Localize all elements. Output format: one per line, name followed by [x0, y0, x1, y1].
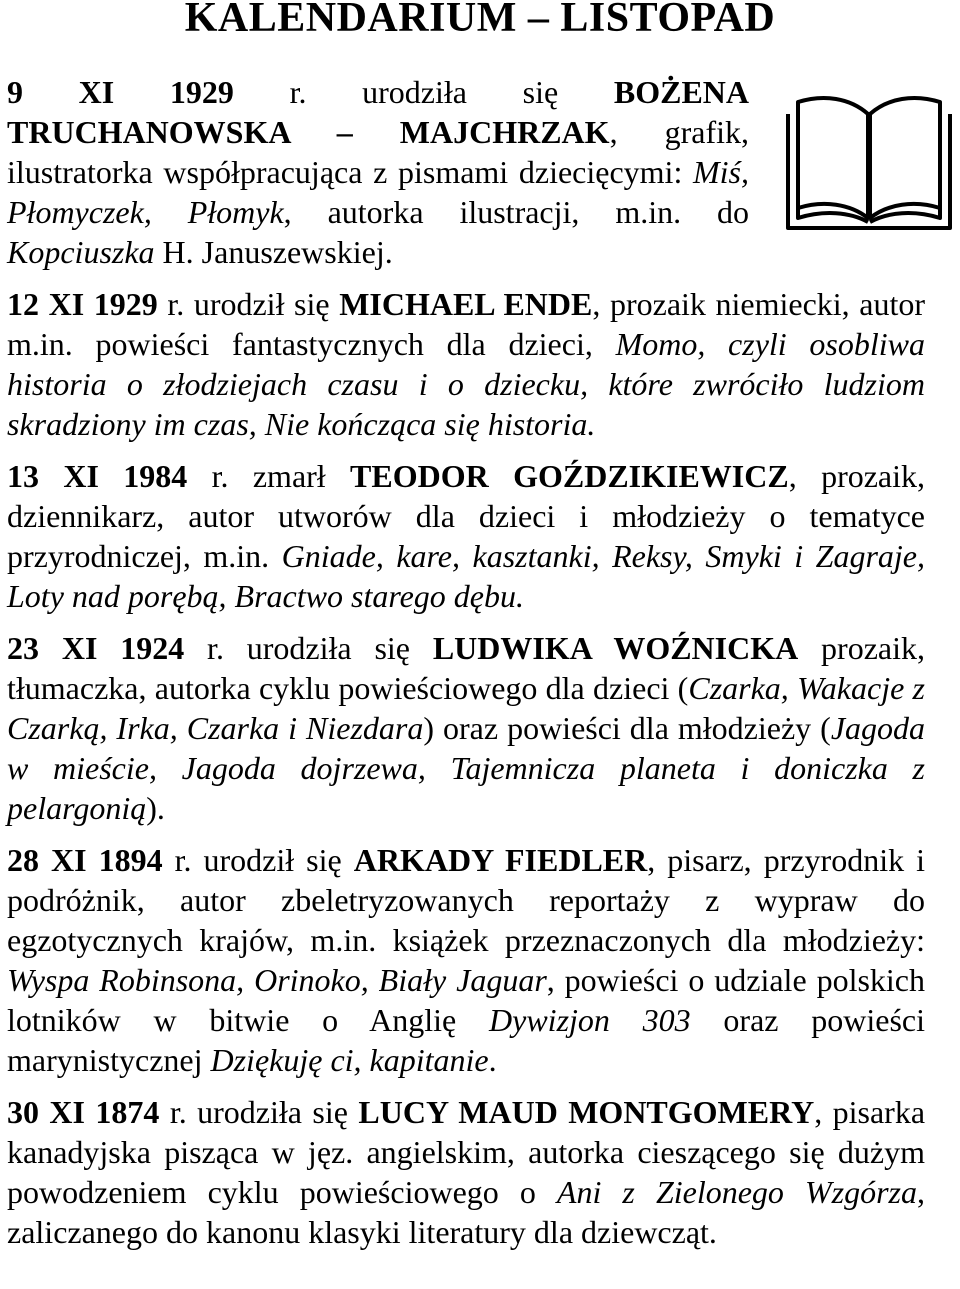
body-text: ) oraz powieści dla młodzieży ( [423, 710, 831, 746]
body-text: , prozaik niemiecki, autor m.in. powieści fantastycznych dla dzieci, [7, 286, 926, 362]
entry-23-xi [7, 628, 925, 828]
entry-13-xi [7, 456, 925, 616]
bold-text: LUDWIKA WOŹNICKA [432, 630, 799, 666]
italic-title: Ani z Zielonego Wzgórza [556, 1174, 918, 1210]
bold-text: 28 XI 1894 [7, 842, 163, 878]
bold-text: BOŻENA TRUCHANOWSKA – MAJCHRZAK [7, 74, 750, 150]
entry-12-xi [7, 284, 925, 444]
body-text: r. urodziła się [159, 1094, 359, 1130]
italic-title: Kopciuszka [7, 234, 155, 270]
body-text: , pisarka kanadyjska pisząca w jęz. angielskim, autorka cieszącego się dużym powodzeniem cyklu powieściowego o [7, 1094, 926, 1210]
bold-text: 23 XI 1924 [7, 630, 185, 666]
bold-text: 13 XI 1984 [7, 458, 188, 494]
entry-9-xi [7, 72, 749, 272]
italic-title: Dywizjon 303 [489, 1002, 691, 1038]
bold-text: TEODOR GOŹDZIKIEWICZ [350, 458, 789, 494]
body-text: , powieści o udziale polskich lotników w bitwie o Anglię [7, 962, 925, 1038]
italic-title: Czarka, Wakacje z Czarką, Irka, Czarka i Niezdara [7, 670, 926, 746]
bold-text: 12 XI 1929 [7, 286, 158, 322]
italic-title: Jagoda w mieście, Jagoda dojrzewa, Tajemnicza planeta i doniczka z pelargonią [7, 710, 926, 826]
body-text: , grafik, ilustratorka współpracująca z pismami dziecięcymi: [7, 114, 750, 190]
bold-text: MICHAEL ENDE [339, 286, 593, 322]
body-text: , prozaik, dziennikarz, autor utworów dla dzieci i młodzieży o tematyce przyrodniczej, m.in. [7, 458, 926, 574]
italic-title: Dziękuję ci, kapitanie [210, 1042, 489, 1078]
calendar-entries [7, 72, 925, 1264]
italic-title: Momo, czyli osobliwa historia o złodziejach czasu i o dziecku, które zwróciło ludziom skradziony im czas, Nie kończąca się historia. [7, 326, 926, 442]
bold-text: 30 XI 1874 [7, 1094, 160, 1130]
body-text: , autorka ilustracji, m.in. do [283, 194, 749, 230]
body-text: . [488, 1042, 497, 1078]
body-text: , pisarz, przyrodnik i podróżnik, autor zbeletryzowanych reportaży z wypraw do egzotycznych krajów, m.in. książek przeznaczonych dla młodzieży: [7, 842, 925, 958]
bold-text: LUCY MAUD MONTGOMERY [358, 1094, 815, 1130]
body-text: , zaliczanego do kanonu klasyki literatury dla dziewcząt. [7, 1174, 926, 1250]
entry-28-xi [7, 840, 925, 1080]
body-text: r. urodziła się [233, 74, 614, 110]
body-text: r. urodził się [157, 286, 340, 322]
italic-title: Miś, Płomyczek, Płomyk [7, 154, 749, 230]
body-text: oraz powieści marynistycznej [7, 1002, 926, 1078]
page-title: KALENDARIUM – LISTOPAD [184, 0, 776, 41]
body-text: r. zmarł [187, 458, 351, 494]
entry-30-xi [7, 1092, 925, 1252]
body-text: prozaik, tłumaczka, autorka cyklu powieściowego dla dzieci ( [7, 630, 925, 706]
body-text: H. Januszewskiej. [154, 234, 393, 270]
italic-title: Gniade, kare, kasztanki, Reksy, Smyki i Zagraje, Loty nad porębą, Bractwo starego dębu. [7, 538, 926, 614]
italic-title: Wyspa Robinsona, Orinoko, Biały Jaguar [7, 962, 547, 998]
bold-text: ARKADY FIEDLER [353, 842, 648, 878]
body-text: r. urodziła się [184, 630, 433, 666]
bold-text: 9 XI 1929 [7, 74, 234, 110]
body-text: ). [146, 790, 165, 826]
body-text: r. urodził się [162, 842, 354, 878]
